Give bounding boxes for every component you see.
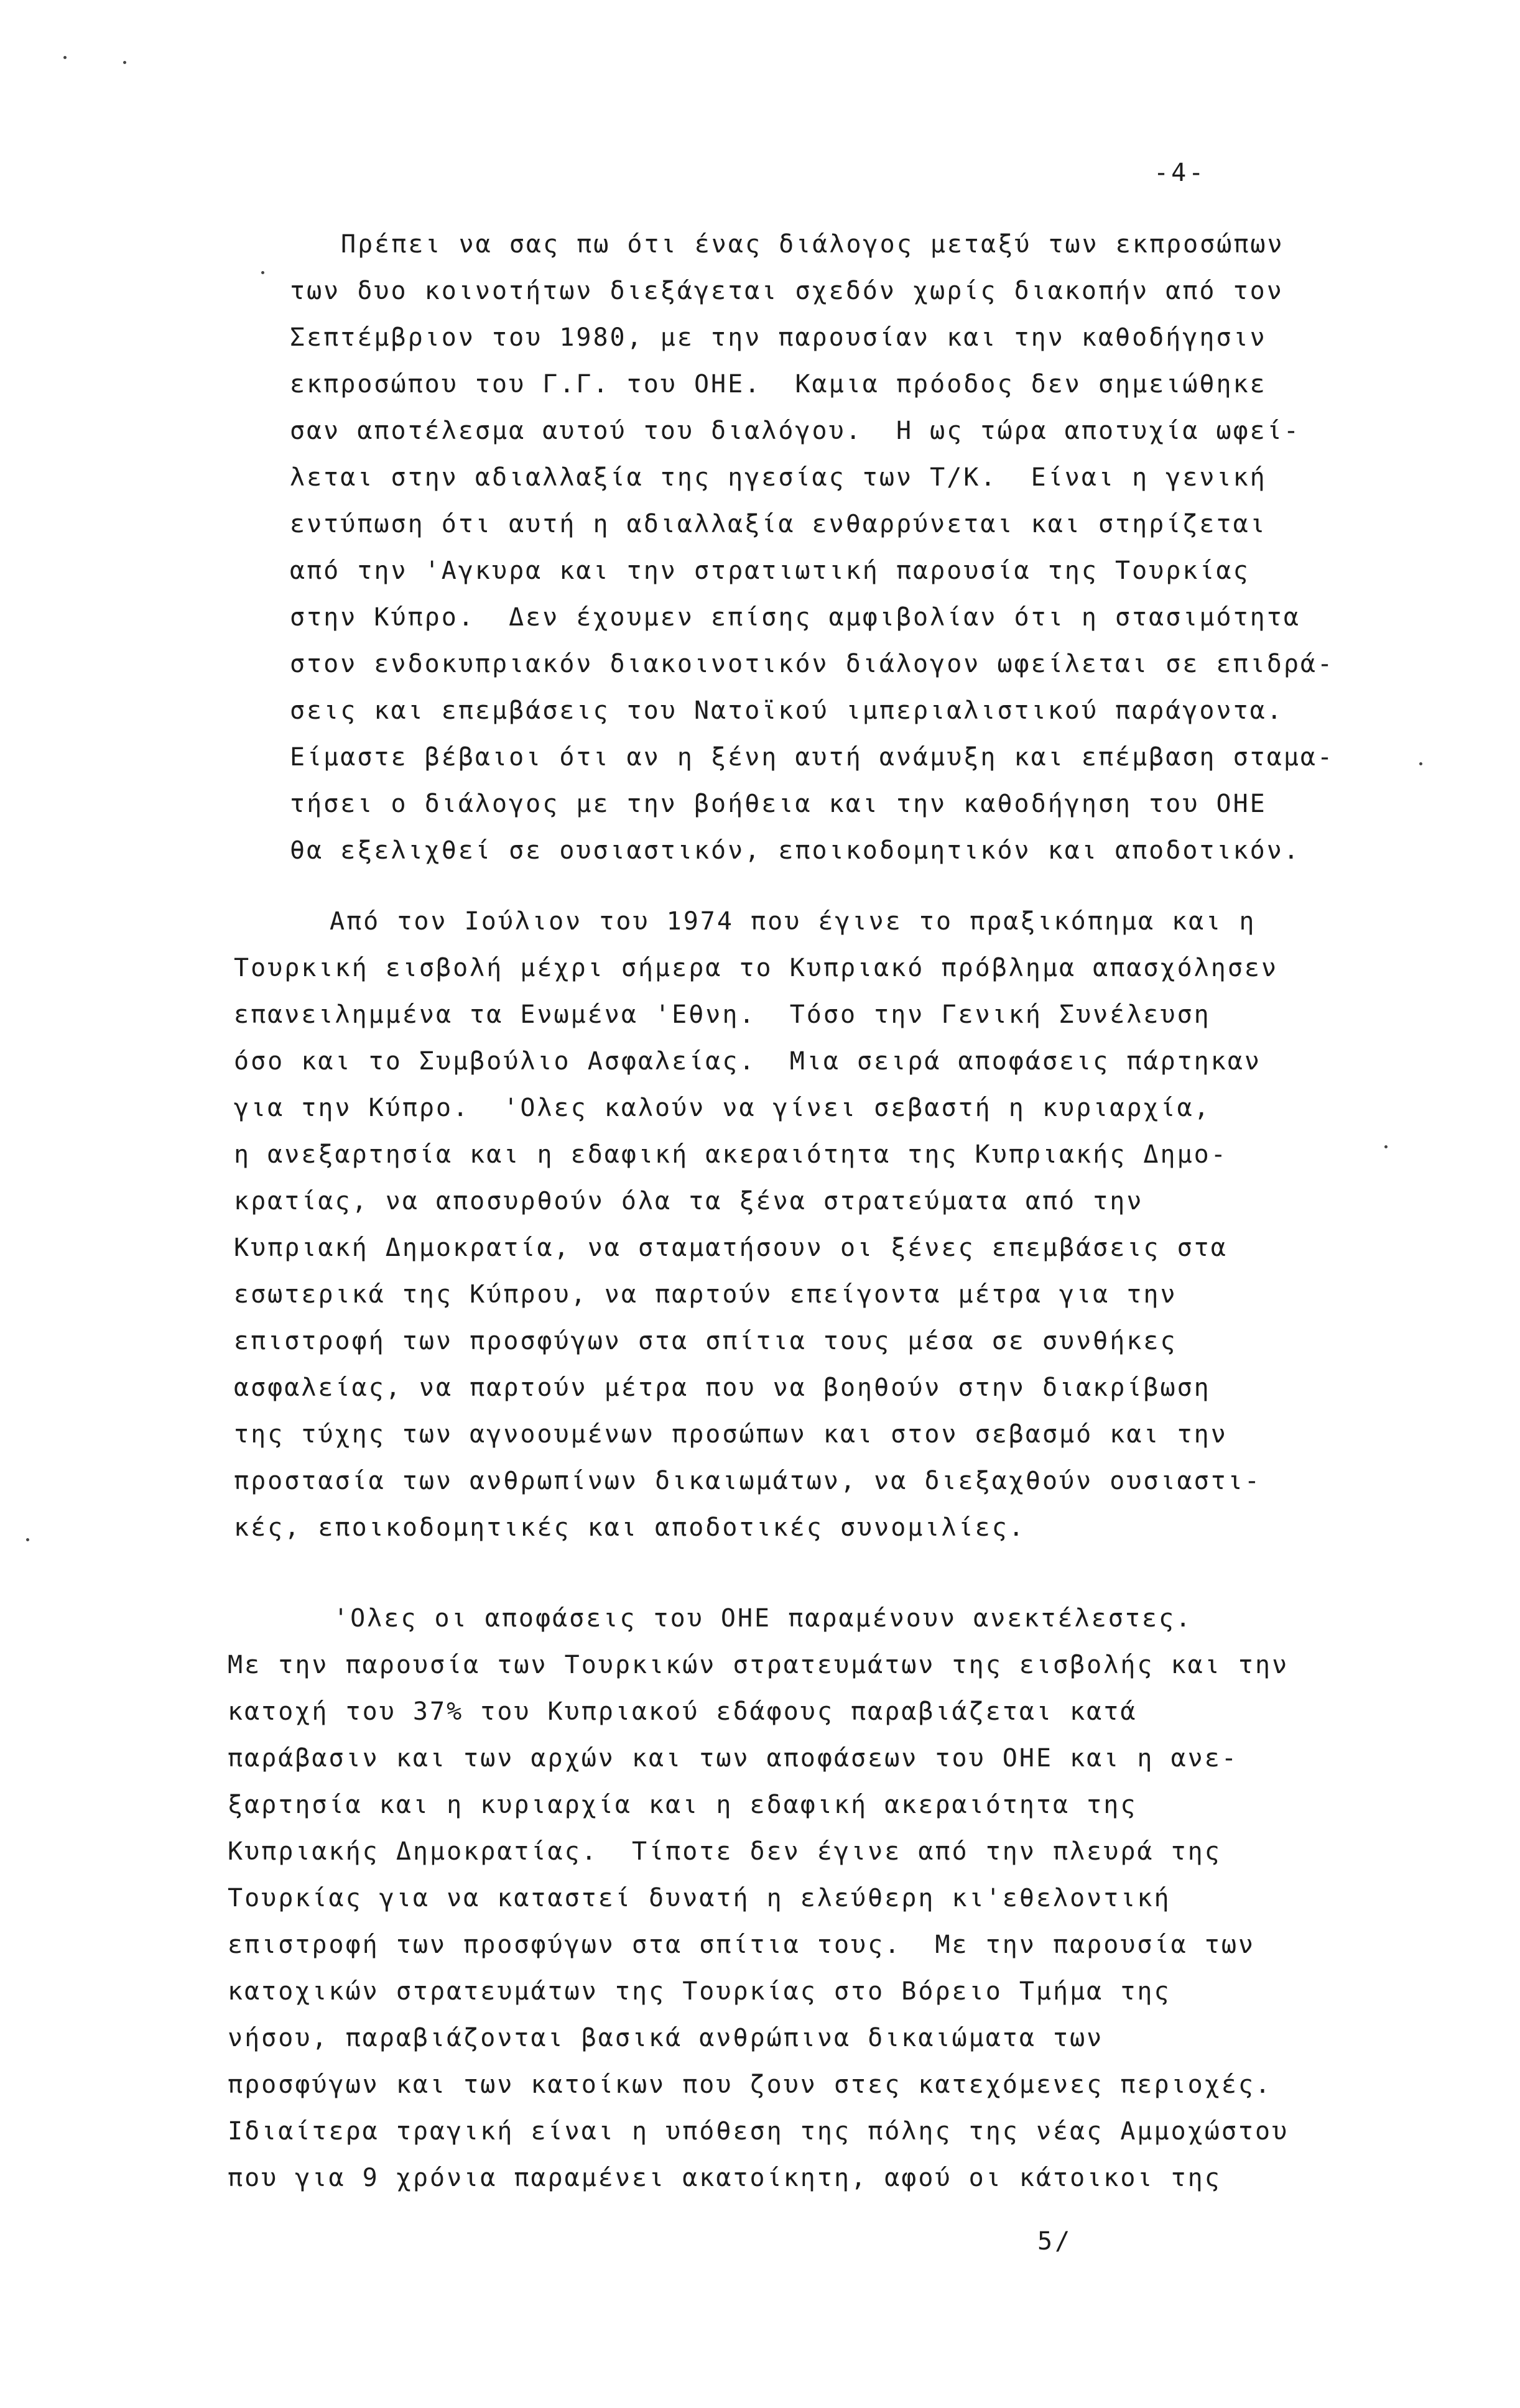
text-line: νήσου, παραβιάζονται βασικά ανθρώπινα δικαιώματα των (228, 2024, 1104, 2052)
scan-speck (261, 271, 264, 274)
text-line: Από τον Ιούλιον του 1974 που έγινε το πραξικόπημα και η (330, 907, 1256, 936)
text-line: που για 9 χρόνια παραμένει ακατοίκητη, αφού οι κάτοικοι της (228, 2164, 1221, 2192)
text-line: Είμαστε βέβαιοι ότι αν η ξένη αυτή ανάμυξη και επέμβαση σταμα- (290, 743, 1335, 772)
text-line: λεται στην αδιαλλαξία της ηγεσίας των Τ/Κ. Είναι η γενική (290, 463, 1267, 492)
text-line: κατοχικών στρατευμάτων της Τουρκίας στο Βόρειο Τμήμα της (228, 1977, 1171, 2006)
page-number: -4- (1154, 159, 1207, 187)
text-line: ξαρτησία και η κυριαρχία και η εδαφική ακεραιότητα της (228, 1791, 1138, 1819)
scan-speck (26, 1538, 29, 1541)
scan-speck (1419, 762, 1422, 765)
scan-speck (63, 56, 67, 59)
text-line: Κυπριακής Δημοκρατίας. Τίποτε δεν έγινε από την πλευρά της (228, 1837, 1221, 1866)
text-line: για την Κύπρο. 'Ολες καλούν να γίνει σεβαστή η κυριαρχία, (234, 1094, 1211, 1122)
scan-speck (123, 61, 126, 64)
text-line: Τουρκική εισβολή μέχρι σήμερα το Κυπριακό πρόβλημα απασχόλησεν (234, 954, 1279, 982)
text-line: σαν αποτέλεσμα αυτού του διαλόγου. Η ως τώρα αποτυχία ωφεί- (290, 417, 1300, 445)
text-line: προστασία των ανθρωπίνων δικαιωμάτων, να διεξαχθούν ουσιαστι- (234, 1467, 1262, 1495)
text-line: Σεπτέμβριον του 1980, με την παρουσίαν και την καθοδήγησιν (290, 323, 1267, 352)
text-line: στον ενδοκυπριακόν διακοινοτικόν διάλογον ωφείλεται σε επιδρά- (290, 650, 1335, 678)
text-line: θα εξελιχθεί σε ουσιαστικόν, εποικοδομητικόν και αποδοτικόν. (290, 836, 1300, 865)
text-line: επανειλημμένα τα Ενωμένα 'Εθνη. Τόσο την Γενική Συνέλευση (234, 1000, 1211, 1029)
text-line: Πρέπει να σας πω ότι ένας διάλογος μεταξύ των εκπροσώπων (341, 230, 1284, 259)
continuation-marker: 5/ (1037, 2227, 1073, 2256)
text-line: στην Κύπρο. Δεν έχουμεν επίσης αμφιβολίαν ότι η στασιμότητα (290, 603, 1300, 632)
text-line: σεις και επεμβάσεις του Νατοϊκού ιμπεριαλιστικού παράγοντα. (290, 696, 1284, 725)
text-line: Τουρκίας για να καταστεί δυνατή η ελεύθερη κι'εθελοντική (228, 1884, 1171, 1912)
text-line: Ιδιαίτερα τραγική είναι η υπόθεση της πόλης της νέας Αμμοχώστου (228, 2117, 1289, 2146)
text-line: από την 'Αγκυρα και την στρατιωτική παρουσία της Τουρκίας (290, 556, 1250, 585)
text-line: προσφύγων και των κατοίκων που ζουν στες κατεχόμενες περιοχές. (228, 2070, 1272, 2099)
text-line: επιστροφή των προσφύγων στα σπίτια τους μέσα σε συνθήκες (234, 1327, 1177, 1355)
text-line: παράβασιν και των αρχών και των αποφάσεων του ΟΗΕ και η ανε- (228, 1744, 1238, 1773)
text-line: τήσει ο διάλογος με την βοήθεια και την καθοδήγηση του ΟΗΕ (290, 790, 1267, 818)
text-line: η ανεξαρτησία και η εδαφική ακεραιότητα της Κυπριακής Δημο- (234, 1140, 1228, 1169)
text-line: εκπροσώπου του Γ.Γ. του ΟΗΕ. Καμια πρόοδος δεν σημειώθηκε (290, 370, 1267, 399)
text-line: επιστροφή των προσφύγων στα σπίτια τους. Με την παρουσία των (228, 1931, 1256, 1959)
text-line: κρατίας, να αποσυρθούν όλα τα ξένα στρατεύματα από την (234, 1187, 1144, 1216)
text-line: εντύπωση ότι αυτή η αδιαλλαξία ενθαρρύνεται και στηρίζεται (290, 510, 1267, 538)
text-line: όσο και το Συμβούλιο Ασφαλείας. Μια σειρά αποφάσεις πάρτηκαν (234, 1047, 1262, 1076)
text-line: ασφαλείας, να παρτούν μέτρα που να βοηθούν στην διακρίβωση (234, 1373, 1211, 1402)
text-line: της τύχης των αγνοουμένων προσώπων και στον σεβασμό και την (234, 1420, 1228, 1449)
text-line: εσωτερικά της Κύπρου, να παρτούν επείγοντα μέτρα για την (234, 1280, 1177, 1309)
text-line: 'Ολες οι αποφάσεις του ΟΗΕ παραμένουν ανεκτέλεστες. (333, 1604, 1193, 1633)
text-line: κατοχή του 37% του Κυπριακού εδάφους παραβιάζεται κατά (228, 1697, 1138, 1726)
text-line: Κυπριακή Δημοκρατία, να σταματήσουν οι ξένες επεμβάσεις στα (234, 1234, 1228, 1262)
text-line: των δυο κοινοτήτων διεξάγεται σχεδόν χωρίς διακοπήν από τον (290, 277, 1284, 305)
scan-speck (1384, 1145, 1388, 1148)
text-line: Με την παρουσία των Τουρκικών στρατευμάτων της εισβολής και την (228, 1651, 1289, 1679)
text-line: κές, εποικοδομητικές και αποδοτικές συνομιλίες. (234, 1513, 1026, 1542)
